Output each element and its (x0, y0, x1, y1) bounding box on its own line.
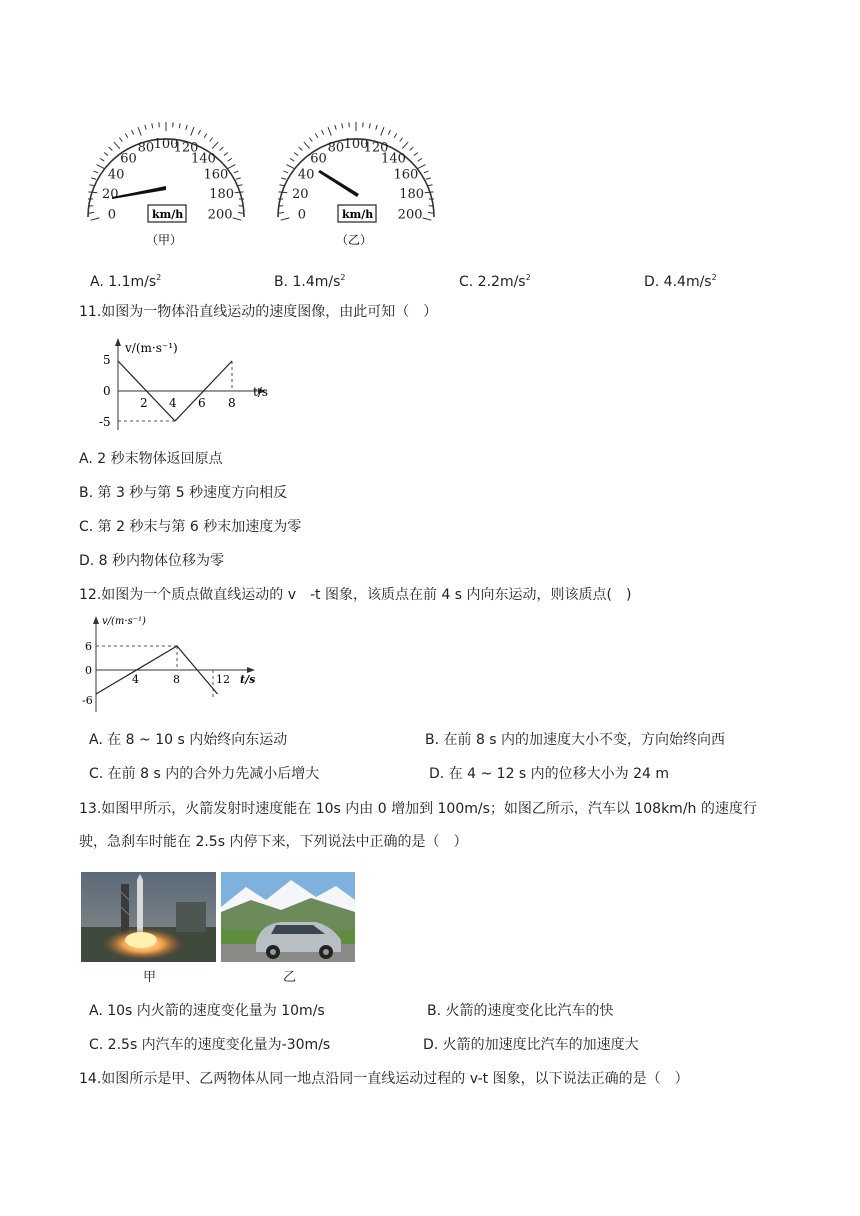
dial-tick (138, 127, 141, 135)
q11-option-a[interactable]: A. 2 秒末物体返回原点 (79, 451, 223, 467)
dial-tick-label: 40 (107, 167, 125, 183)
speedometer-yi (268, 112, 444, 252)
dial-tick (234, 171, 239, 173)
q11-y-tick-neg5: -5 (99, 415, 111, 429)
dial-tick (279, 212, 284, 213)
dial-tick (94, 171, 99, 173)
dial-tick (179, 123, 180, 128)
dial-tick (424, 171, 429, 173)
dial-tick (388, 130, 390, 134)
dial-tick (145, 125, 146, 130)
speedometer-needle (318, 170, 359, 197)
dial-tick (152, 123, 153, 128)
q13-option-c[interactable]: C. 2.5s 内汽车的速度变化量为-30m/s (89, 1037, 331, 1053)
speedometer-unit: km/h (152, 208, 184, 221)
q13-option-b[interactable]: B. 火箭的速度变化比汽车的快 (427, 1003, 614, 1019)
dial-tick (191, 127, 194, 135)
dial-tick-label: 200 (397, 207, 423, 223)
dial-tick (97, 165, 105, 169)
q11-x-axis-label: t/s (253, 385, 269, 399)
dial-tick-label: 60 (120, 151, 137, 167)
dial-tick (315, 133, 318, 137)
dial-tick (125, 133, 128, 137)
photo-label-jia: 甲 (143, 970, 157, 985)
rocket-launch-photo (81, 872, 216, 962)
dial-tick (212, 142, 218, 149)
q11-x-tick-2: 2 (140, 396, 148, 410)
dial-tick-label: 100 (153, 137, 179, 152)
dial-tick (309, 138, 312, 142)
dial-tick (304, 142, 310, 149)
dial-tick (132, 130, 134, 134)
dial-tick-label: 180 (399, 187, 425, 203)
dial-tick (402, 142, 408, 149)
dial-tick (428, 212, 433, 213)
q12-stem: 12.如图为一个质点做直线运动的 v -t 图象，该质点在前 4 s 内向东运动，则该质点( ) (79, 587, 632, 603)
q10-option-b[interactable]: B. $1.4m/s^2$ (274, 273, 346, 290)
q12-y-tick-neg6: -6 (82, 694, 93, 707)
q11-x-tick-8: 8 (228, 396, 236, 410)
q14-stem: 14.如图所示是甲、乙两物体从同一地点沿同一直线运动过程的 v-t 图象，以下说法正确的是（ ） (79, 1071, 689, 1087)
q11-vt-chart (96, 334, 276, 438)
dial-tick (238, 185, 243, 186)
dial-tick (220, 147, 224, 150)
q10-option-c[interactable]: C. $2.2m/s^2$ (459, 273, 531, 290)
speedometer-caption: （甲） (146, 233, 183, 247)
dial-tick (369, 123, 370, 128)
dial-tick-label: 160 (393, 167, 419, 183)
speedometer-jia (78, 112, 254, 252)
dial-tick (224, 153, 228, 156)
dial-tick-label: 160 (203, 167, 229, 183)
dial-tick (88, 192, 97, 193)
dial-tick-label: 80 (327, 140, 345, 156)
q11-y-tick-0: 0 (103, 384, 111, 398)
dial-tick (114, 142, 120, 149)
dial-tick-label: 200 (207, 207, 233, 223)
q10-option-d[interactable]: D. $4.4m/s^2$ (644, 273, 717, 290)
dial-tick (227, 165, 235, 169)
q13-option-a[interactable]: A. 10s 内火箭的速度变化量为 10m/s (89, 1003, 325, 1019)
speedometer-unit: km/h (342, 208, 374, 221)
dial-tick (426, 178, 431, 179)
dial-tick (235, 192, 244, 193)
dial-tick (414, 153, 418, 156)
dial-tick (284, 171, 289, 173)
dial-tick (109, 147, 113, 150)
dial-tick-label: 40 (297, 167, 315, 183)
q12-x-tick-12: 12 (216, 673, 230, 686)
dial-tick-label: 60 (310, 151, 327, 167)
dial-tick (381, 127, 384, 135)
q12-option-b[interactable]: B. 在前 8 s 内的加速度大小不变，方向始终向西 (425, 732, 726, 748)
dial-tick-label: 80 (137, 140, 155, 156)
q12-x-tick-4: 4 (132, 673, 139, 686)
q13-stem-line-1: 13.如图甲所示，火箭发射时速度能在 10s 内由 0 增加到 100m/s；如图乙所示，汽车以 108km/h 的速度行 (79, 801, 757, 817)
dial-tick (204, 133, 207, 137)
dial-tick (104, 153, 108, 156)
dial-tick (376, 125, 377, 130)
dial-tick-label: 100 (343, 137, 369, 152)
dial-tick (400, 138, 403, 142)
dial-tick (279, 185, 284, 186)
dial-tick (281, 178, 286, 179)
q13-stem-line-2: 驶，急刹车时能在 2.5s 内停下来，下列说法中正确的是（ ） (79, 834, 468, 850)
dial-tick (328, 127, 331, 135)
dial-tick (278, 192, 287, 193)
q11-x-tick-4: 4 (169, 396, 177, 410)
dial-tick (342, 123, 343, 128)
dial-tick (89, 185, 94, 186)
dial-tick (322, 130, 324, 134)
dial-tick (410, 147, 414, 150)
q13-option-d[interactable]: D. 火箭的加速度比汽车的加速度大 (423, 1037, 639, 1053)
dial-tick (290, 158, 294, 161)
q12-y-axis-label: v/(m·s⁻¹) (102, 616, 146, 627)
q10-option-a[interactable]: A. $1.1m/s^2$ (90, 273, 162, 290)
photo-label-yi: 乙 (283, 970, 297, 985)
dial-tick-label: 20 (102, 187, 119, 203)
dial-tick (186, 125, 187, 130)
q11-y-axis-label: v/(m·s⁻¹) (125, 341, 178, 355)
dial-tick (394, 133, 397, 137)
dial-tick (418, 158, 422, 161)
dial-tick (233, 218, 242, 220)
dial-tick (228, 158, 232, 161)
q12-vt-chart (80, 612, 270, 720)
dial-tick (119, 138, 122, 142)
dial-tick (423, 218, 432, 220)
dial-tick (294, 153, 298, 156)
dial-tick (428, 185, 433, 186)
dial-tick-label: 0 (107, 207, 117, 223)
dial-tick (281, 218, 290, 220)
dial-tick (210, 138, 213, 142)
q12-x-axis-label: t/s (240, 673, 256, 686)
dial-tick (89, 212, 94, 213)
q12-x-tick-8: 8 (173, 673, 180, 686)
car-photo (221, 872, 355, 962)
dial-tick (299, 147, 303, 150)
dial-tick (236, 178, 241, 179)
q12-y-tick-6: 6 (85, 640, 92, 653)
dial-tick-label: 120 (363, 140, 389, 156)
dial-tick (100, 158, 104, 161)
q12-option-a[interactable]: A. 在 8 ~ 10 s 内始终向东运动 (89, 732, 288, 748)
q11-option-c[interactable]: C. 第 2 秒末与第 6 秒末加速度为零 (79, 519, 302, 535)
q11-option-b[interactable]: B. 第 3 秒与第 5 秒速度方向相反 (79, 485, 288, 501)
dial-tick-label: 20 (292, 187, 309, 203)
dial-tick (91, 178, 96, 179)
dial-tick-label: 120 (173, 140, 199, 156)
dial-tick (335, 125, 336, 130)
q11-option-d[interactable]: D. 8 秒内物体位移为零 (79, 553, 225, 569)
q11-stem: 11.如图为一物体沿直线运动的速度图像，由此可知（ ） (79, 304, 438, 320)
speedometer-caption: （乙） (336, 233, 373, 247)
q11-x-tick-6: 6 (198, 396, 206, 410)
q12-option-c[interactable]: C. 在前 8 s 内的合外力先减小后增大 (89, 766, 320, 782)
dial-tick (425, 192, 434, 193)
dial-tick-label: 140 (381, 151, 406, 167)
dial-tick-label: 180 (209, 187, 235, 203)
q11-y-tick-5: 5 (103, 353, 111, 367)
dial-tick (238, 212, 243, 213)
speedometer-needle (112, 186, 166, 199)
dial-tick (417, 165, 425, 169)
dial-tick-label: 0 (297, 207, 307, 223)
dial-tick (91, 218, 100, 220)
q12-option-d[interactable]: D. 在 4 ~ 12 s 内的位移大小为 24 m (429, 766, 670, 782)
dial-tick-label: 140 (191, 151, 216, 167)
dial-tick (198, 130, 200, 134)
dial-tick (287, 165, 295, 169)
q12-y-tick-0: 0 (85, 664, 92, 677)
